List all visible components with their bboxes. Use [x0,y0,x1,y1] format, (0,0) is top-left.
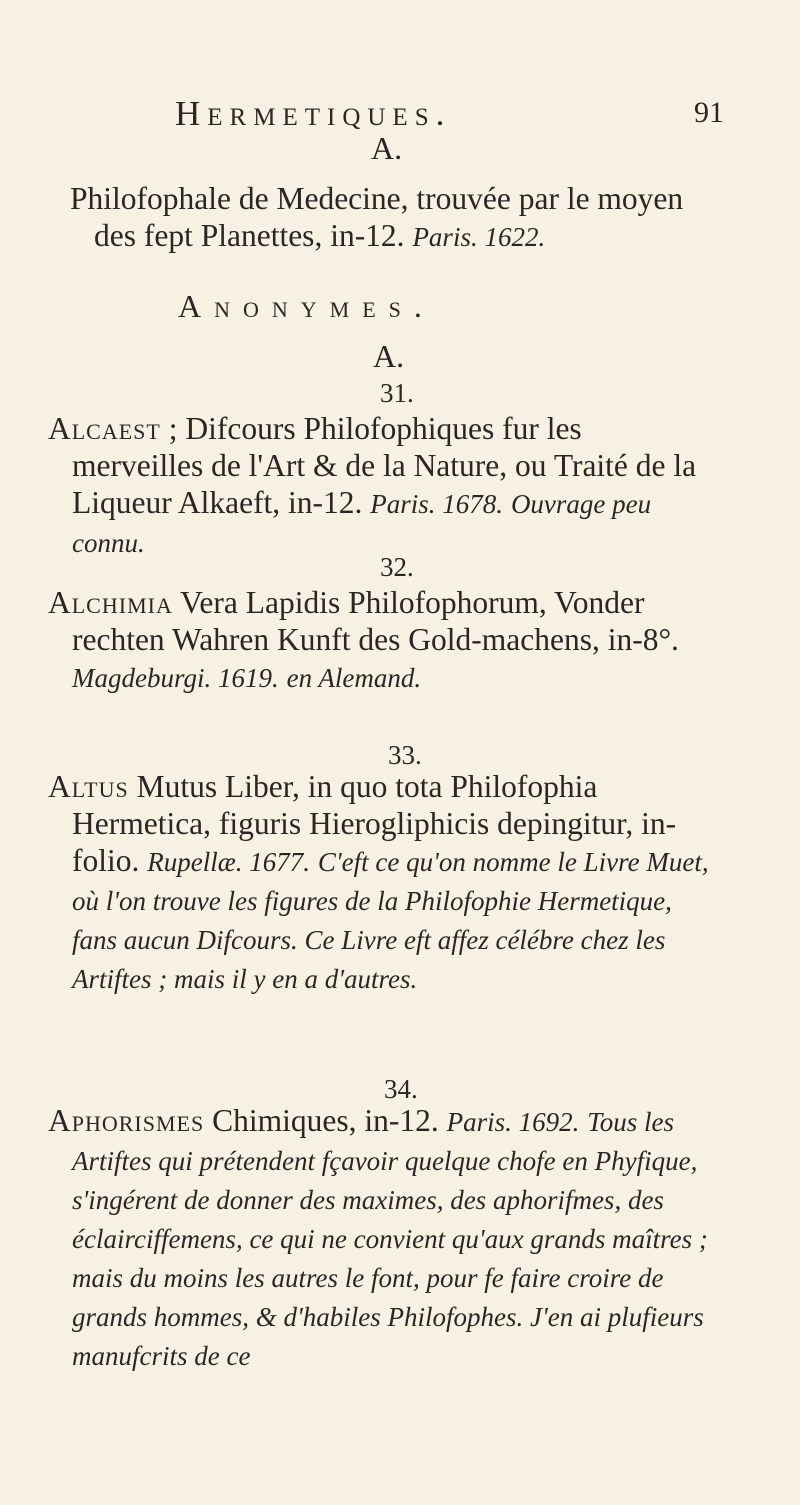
entry-note: Ouvrage peu connu. [72,489,652,558]
entry-place-date: Rupellæ. 1677. [147,847,310,877]
entry-head: Altus [48,769,129,804]
entry-text: Chimiques, in-12. [212,1103,439,1138]
entry-note: C'eft ce qu'on nomme le Livre Muet, où l'on trouve les figures de la Philofophie Hermetique, fans aucun Difcours. Ce Livre eft affez célébre chez les Artiftes ; mais il y en a d'autres. [72,847,709,994]
entry-note: Tous les Artiftes qui prétendent fçavoir quelque chofe en Phyfique, s'ingérent de donner des maximes, des aphorifmes, des éclairciffemens, ce qui ne convient qu'aux grands maîtres ; mais du moins les autres le font, pour fe faire croire de grands hommes, & d'habiles Philofophes. J'en ai plufieurs manufcrits de ce [72,1107,708,1371]
intro-place-date: Paris. 1622. [412,222,546,252]
header-letter: A. [371,130,403,166]
entry-number: 33. [388,740,422,770]
entry-34 [48,1102,720,1375]
entry-32 [48,584,720,697]
entry-33 [48,768,720,998]
entry-number: 34. [384,1074,418,1104]
entry-place-date: Paris. 1678. [370,489,504,519]
entry-head: Alchimia [48,585,173,620]
page-number: 91 [694,96,724,129]
entry-place-date: Paris. 1692. [446,1107,580,1137]
entry-number: 31. [380,378,414,408]
entry-text: Vera Lapidis Philofophorum, Vonder rechten Wahren Kunft des Gold-machens, in-8°. [72,585,679,657]
intro-text: Philofophale de Medecine, trouvée par le moyen des fept Planettes, in-12. [70,181,684,253]
running-head: Hermetiques. [175,94,452,133]
entry-place-date: Magdeburgi. 1619. [72,663,279,693]
entry-text: Mutus Liber, in quo tota Philofophia Hermetica, figuris Hierogliphicis depingitur, in-folio. [72,769,677,878]
entry-note: en Alemand. [286,663,422,693]
section-letter: A. [373,338,405,374]
intro-entry [70,180,710,256]
entry-head: Aphorismes [48,1103,205,1138]
entry-31 [48,410,720,562]
entry-number: 32. [380,552,414,582]
entry-text: ; Difcours Philofophiques fur les merveilles de l'Art & de la Nature, ou Traité de la Liqueur Alkaeft, in-12. [72,411,697,520]
entry-head: Alcaest [48,411,161,446]
section-title: Anonymes. [178,288,435,324]
